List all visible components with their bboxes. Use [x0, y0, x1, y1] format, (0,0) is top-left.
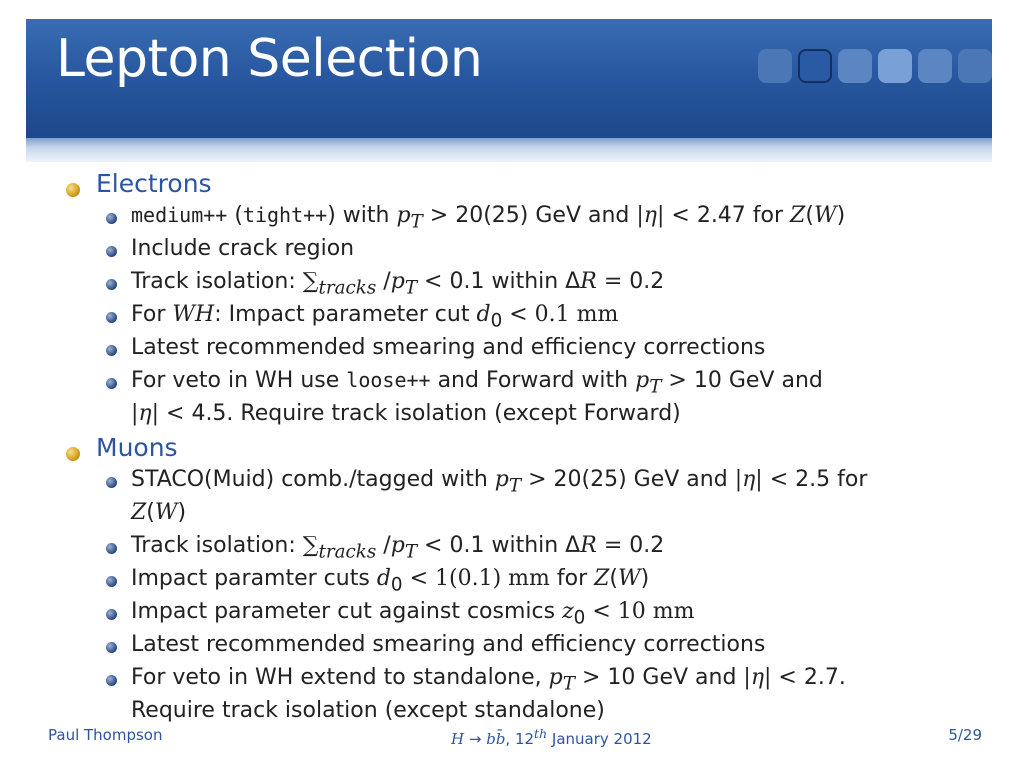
- page-number[interactable]: 5/29: [948, 726, 982, 744]
- bullet-icon: [106, 609, 117, 620]
- bullet-icon: [106, 279, 117, 290]
- nav-box-icon[interactable]: [918, 49, 952, 83]
- bullet-icon: [106, 312, 117, 323]
- list-item: Impact parameter cut against cosmics $z_0 < 10$ mm: [131, 599, 695, 629]
- bullet-icon: [106, 345, 117, 356]
- list-item: Latest recommended smearing and efficiency corrections: [131, 335, 766, 360]
- list-item-continuation: Require track isolation (except standalone): [131, 698, 605, 723]
- header-shade: [26, 138, 992, 162]
- list-item: For WH: Impact parameter cut $d_0 < 0.1$ mm: [131, 302, 619, 332]
- list-item: Track isolation: $\sum_{tracks}$ $/p_T < 0.1$ within ΔR = 0.2: [131, 533, 665, 563]
- bullet-icon: [106, 213, 117, 224]
- bullet-icon: [106, 477, 117, 488]
- section-heading-muons: Muons: [96, 433, 178, 462]
- nav-box-icon[interactable]: [878, 49, 912, 83]
- section-heading-electrons: Electrons: [96, 169, 212, 198]
- nav-box-icon[interactable]: [838, 49, 872, 83]
- slide: [26, 19, 992, 754]
- nav-box-current-icon[interactable]: [798, 49, 832, 83]
- bullet-icon: [106, 675, 117, 686]
- bullet-icon: [106, 378, 117, 389]
- list-item: For veto in WH use loose++ and Forward with $p_T > 10$ GeV and: [131, 368, 823, 398]
- bullet-icon: [106, 246, 117, 257]
- list-item: Include crack region: [131, 236, 355, 261]
- bullet-icon: [106, 576, 117, 587]
- list-item-continuation: Z(W): [131, 500, 187, 525]
- list-item: Track isolation: $\sum_{tracks}$ $/p_T < 0.1$ within ΔR = 0.2: [131, 269, 665, 299]
- bullet-icon: [106, 543, 117, 554]
- nav-box-icon[interactable]: [758, 49, 792, 83]
- navigation-boxes[interactable]: [758, 49, 992, 83]
- slide-title: Lepton Selection: [56, 29, 483, 89]
- bullet-icon: [106, 642, 117, 653]
- slide-header: [26, 19, 992, 142]
- section-bullet-icon: [66, 447, 80, 461]
- section-bullet-icon: [66, 183, 80, 197]
- footer-author: Paul Thompson: [48, 726, 163, 744]
- nav-box-icon[interactable]: [958, 49, 992, 83]
- list-item: Latest recommended smearing and efficiency corrections: [131, 632, 766, 657]
- list-item-continuation: |η| < 4.5. Require track isolation (except Forward): [131, 401, 681, 426]
- slide-footer: [26, 718, 992, 752]
- list-item: STACO(Muid) comb./tagged with $p_T > 20(25)$ GeV and |η| < 2.5 for: [131, 467, 868, 497]
- list-item: For veto in WH extend to standalone, $p_T > 10$ GeV and |η| < 2.7.: [131, 665, 846, 695]
- footer-talk-title: H → bb̄, 12th January 2012: [451, 726, 652, 748]
- list-item: Impact paramter cuts $d_0 < 1(0.1)$ mm for Z(W): [131, 566, 650, 596]
- list-item: medium++ (tight++) with $p_T > 20(25)$ GeV and |η| < 2.47 for Z(W): [131, 203, 846, 233]
